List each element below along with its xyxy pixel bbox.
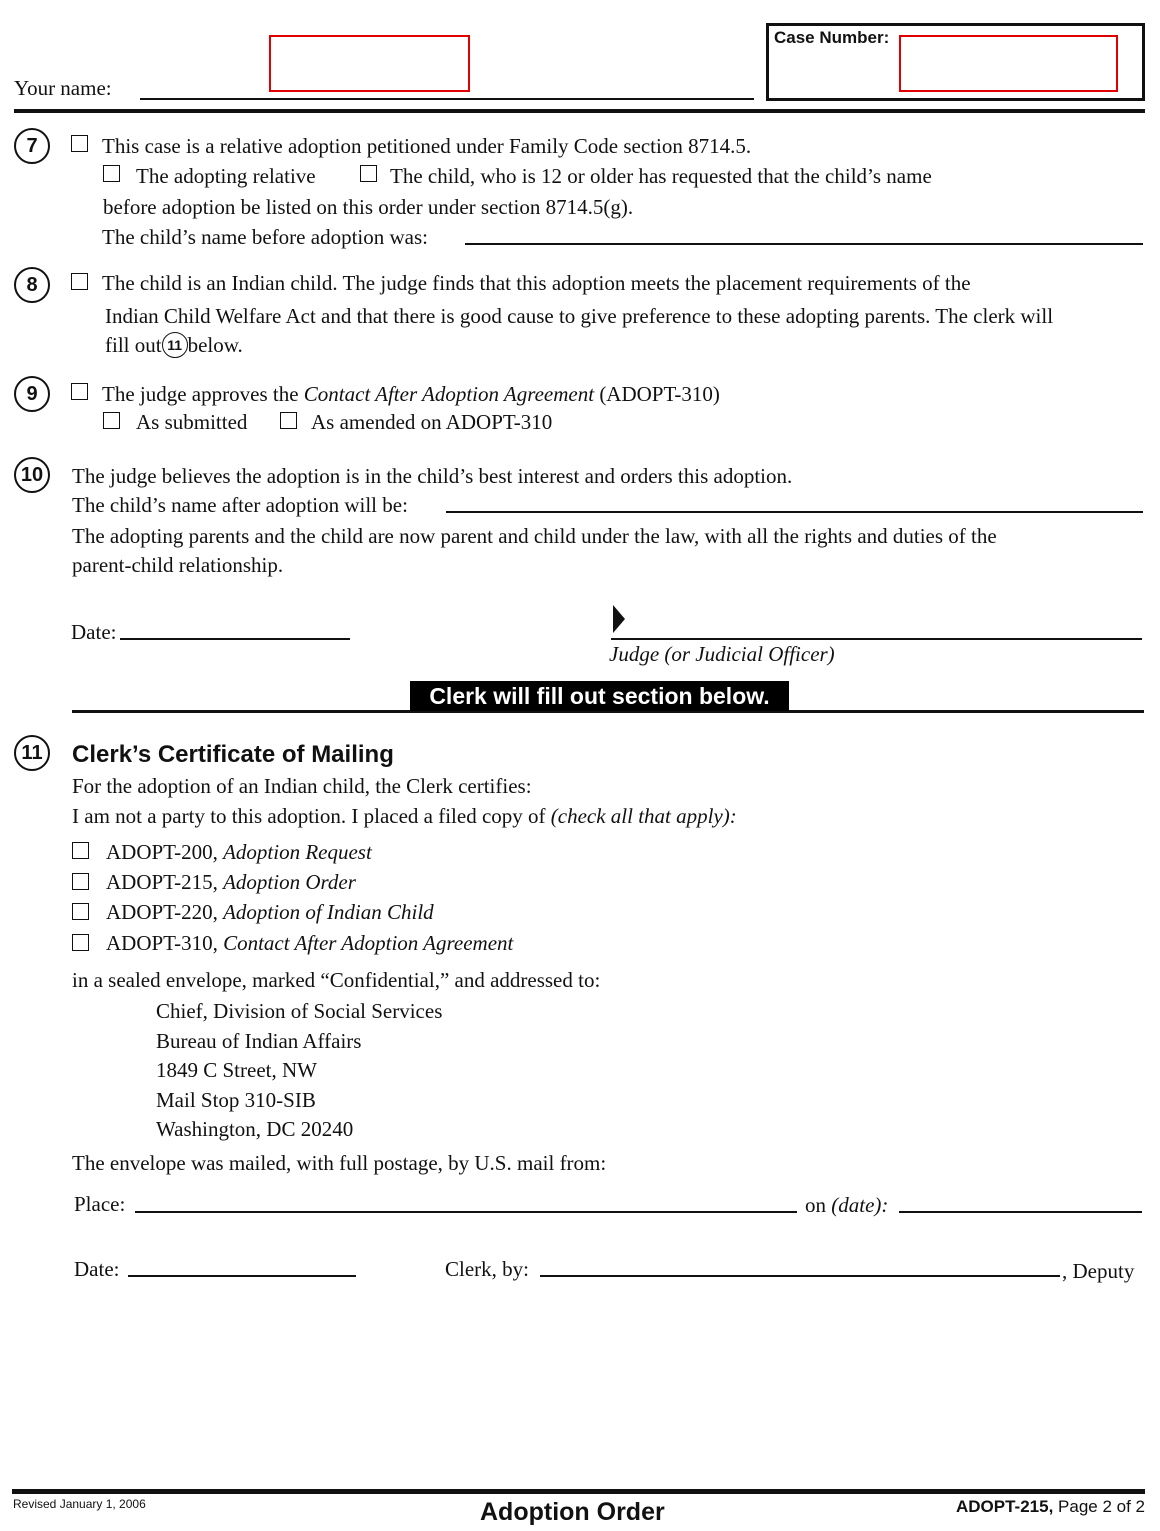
address-line-3: 1849 C Street, NW: [156, 1058, 317, 1082]
item-8-text-line1: The child is an Indian child. The judge finds that this adoption meets the placement requirements of the: [102, 271, 971, 295]
clerk-certificate-title: Clerk’s Certificate of Mailing: [72, 741, 394, 768]
name-after-field[interactable]: [446, 511, 1143, 513]
item-8-number: 8: [14, 267, 50, 303]
footer-title: Adoption Order: [480, 1498, 665, 1526]
footer-divider: [12, 1489, 1145, 1494]
mail-date-italic: (date):: [831, 1193, 889, 1217]
adopting-relative-label: The adopting relative: [136, 164, 316, 188]
your-name-line: [140, 98, 754, 100]
case-number-field[interactable]: [899, 35, 1118, 92]
judge-label: Judge (or Judicial Officer): [609, 642, 835, 666]
name-after-label: The child’s name after adoption will be:: [72, 493, 408, 517]
footer-page-info: [956, 1497, 1145, 1517]
judge-date-label: Date:: [71, 620, 117, 644]
address-line-5: Washington, DC 20240: [156, 1117, 354, 1141]
adopt-310-label: [106, 931, 513, 955]
footer-page: Page 2 of 2: [1058, 1497, 1145, 1516]
adopt-220-code: ADOPT-220,: [106, 900, 218, 924]
check-all-note: (check all that apply):: [550, 804, 737, 828]
adopting-relative-checkbox[interactable]: [103, 165, 120, 182]
deputy-label: , Deputy: [1062, 1259, 1135, 1283]
adopt-310-code: ADOPT-310,: [106, 931, 218, 955]
address-line-1: Chief, Division of Social Services: [156, 999, 443, 1023]
child-requested-label: The child, who is 12 or older has requested that the child’s name: [390, 164, 932, 188]
adopt-220-label: [106, 900, 434, 924]
judge-signature-field[interactable]: [611, 638, 1142, 640]
judge-date-field[interactable]: [120, 638, 350, 640]
signature-arrow-icon: [611, 603, 627, 635]
item-7-checkbox[interactable]: [71, 135, 88, 152]
item-10-text-line1: The judge believes the adoption is in the child’s best interest and orders this adoption.: [72, 464, 793, 488]
mailed-text: The envelope was mailed, with full postage, by U.S. mail from:: [72, 1151, 607, 1175]
name-before-label: The child’s name before adoption was:: [102, 225, 428, 249]
adopt-200-name: Adoption Request: [223, 840, 372, 864]
adopt-215-code: ADOPT-215,: [106, 870, 218, 894]
item-8-fill-out: fill out: [105, 333, 162, 357]
mail-date-label: [805, 1193, 888, 1217]
item-8-below: below.: [187, 333, 243, 357]
clerk-signature-field[interactable]: [540, 1275, 1060, 1277]
adopt-220-checkbox[interactable]: [72, 903, 89, 920]
address-line-2: Bureau of Indian Affairs: [156, 1029, 362, 1053]
item-7-text-line3: before adoption be listed on this order under section 8714.5(g).: [103, 195, 634, 219]
address-line-4: Mail Stop 310-SIB: [156, 1088, 316, 1112]
clerk-date-field[interactable]: [128, 1275, 356, 1277]
clerk-banner: Clerk will fill out section below.: [410, 681, 789, 711]
mail-date-field[interactable]: [899, 1211, 1142, 1213]
item-9-text: [102, 382, 720, 406]
item-9-checkbox[interactable]: [71, 383, 88, 400]
item-10-text-line4: parent-child relationship.: [72, 553, 284, 577]
item-8-text-line3: [105, 333, 243, 360]
clerk-date-label: Date:: [74, 1257, 120, 1281]
revised-date: Revised January 1, 2006: [13, 1497, 146, 1511]
adopt-200-code: ADOPT-200,: [106, 840, 218, 864]
item-8-text-line2: Indian Child Welfare Act and that there is good cause to give preference to these adopting parents. The clerk will: [105, 304, 1054, 328]
adopt-310-name: Contact After Adoption Agreement: [223, 931, 514, 955]
place-label: Place:: [74, 1192, 126, 1216]
as-amended-label: As amended on ADOPT-310: [311, 410, 553, 434]
your-name-label: Your name:: [14, 76, 112, 100]
child-requested-checkbox[interactable]: [360, 165, 377, 182]
footer-form-code: ADOPT-215,: [955, 1497, 1054, 1516]
name-before-field[interactable]: [465, 243, 1143, 245]
item-11-ref: 11: [162, 332, 188, 358]
adopt-215-checkbox[interactable]: [72, 873, 89, 890]
item-7-number: 7: [14, 128, 50, 164]
mail-date-on: on: [805, 1193, 826, 1217]
item-7-text: This case is a relative adoption petitioned under Family Code section 8714.5.: [102, 134, 752, 158]
header-divider: [14, 109, 1145, 113]
adopt-200-checkbox[interactable]: [72, 842, 89, 859]
case-number-label: Case Number:: [774, 28, 890, 47]
as-submitted-checkbox[interactable]: [103, 412, 120, 429]
item-9-text-post: (ADOPT-310): [599, 382, 720, 406]
item-11-text-line2: [72, 804, 737, 828]
clerk-by-label: Clerk, by:: [445, 1257, 529, 1281]
adopt-215-name: Adoption Order: [223, 870, 356, 894]
item-10-text-line3: The adopting parents and the child are now parent and child under the law, with all the rights and duties of the: [72, 524, 997, 548]
item-11-text-line1: For the adoption of an Indian child, the Clerk certifies:: [72, 774, 532, 798]
envelope-text: in a sealed envelope, marked “Confidential,” and addressed to:: [72, 968, 601, 992]
adopt-215-label: [106, 870, 356, 894]
item-9-text-pre: The judge approves the: [102, 382, 299, 406]
your-name-field[interactable]: [269, 35, 470, 92]
item-8-checkbox[interactable]: [71, 273, 88, 290]
item-10-number: 10: [14, 457, 50, 493]
item-11-text-line2-pre: I am not a party to this adoption. I placed a filed copy of: [72, 804, 546, 828]
adopt-220-name: Adoption of Indian Child: [223, 900, 434, 924]
adopt-310-checkbox[interactable]: [72, 934, 89, 951]
as-amended-checkbox[interactable]: [280, 412, 297, 429]
as-submitted-label: As submitted: [136, 410, 248, 434]
item-9-number: 9: [14, 376, 50, 412]
place-field[interactable]: [135, 1211, 797, 1213]
adopt-200-label: [106, 840, 372, 864]
item-9-text-italic: Contact After Adoption Agreement: [303, 382, 595, 406]
item-11-number: 11: [14, 735, 50, 771]
